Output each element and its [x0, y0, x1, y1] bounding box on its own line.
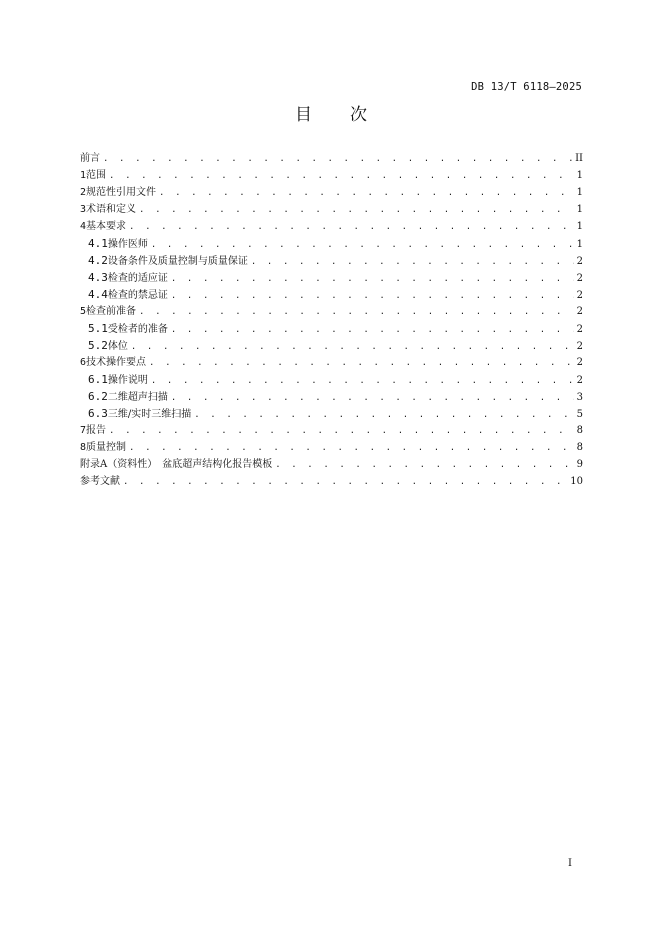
toc-entry-label: 三维/实时三维扫描 — [107, 409, 192, 420]
toc-entry-number: 7 — [80, 425, 87, 436]
dot-leader — [139, 304, 574, 321]
toc-entry-page: 1 — [576, 204, 583, 215]
toc-entry-page: 2 — [576, 357, 583, 368]
toc-entry-page: 3 — [576, 392, 583, 403]
toc-entry[interactable] — [80, 201, 583, 218]
toc-entry-number: 5.2 — [88, 339, 108, 352]
toc-entry[interactable] — [80, 269, 583, 286]
toc-entry-label: 规范性引用文件 — [86, 187, 157, 198]
toc-entry[interactable] — [80, 167, 583, 184]
table-of-contents — [80, 150, 583, 490]
toc-entry-label: 技术操作要点 — [86, 357, 147, 368]
toc-entry-page: 2 — [576, 306, 583, 317]
dot-leader — [251, 254, 574, 271]
dot-leader — [151, 237, 574, 254]
dot-leader — [194, 407, 573, 424]
toc-entry[interactable] — [80, 320, 583, 337]
toc-entry-page: 2 — [576, 290, 583, 301]
toc-entry-page: 1 — [576, 187, 583, 198]
dot-leader — [171, 288, 574, 305]
toc-entry-number: 5.1 — [88, 322, 108, 335]
dot-leader — [171, 390, 574, 407]
toc-entry-label: 操作说明 — [107, 375, 148, 386]
toc-entry-label: 二维超声扫描 — [107, 392, 168, 403]
toc-entry[interactable] — [80, 371, 583, 388]
toc-entry-page: 9 — [576, 459, 583, 470]
dot-leader — [129, 219, 574, 236]
toc-entry-number: 4.1 — [88, 237, 108, 250]
toc-entry-label: 受检者的准备 — [107, 324, 168, 335]
toc-entry-page: 10 — [570, 476, 583, 487]
toc-entry-label: 设备条件及质量控制与质量保证 — [107, 256, 248, 267]
toc-entry-label: 体位 — [107, 341, 128, 352]
title-part-1: 目 — [295, 105, 312, 125]
toc-entry-number: 6.1 — [88, 373, 108, 386]
title-part-2: 次 — [350, 105, 367, 125]
toc-entry-label: 范围 — [86, 170, 107, 181]
toc-entry-number: 6 — [80, 357, 87, 368]
toc-entry-number: 3 — [80, 204, 87, 215]
toc-entry-number: 4.2 — [88, 254, 108, 267]
document-code: DB 13/T 6118—2025 — [471, 81, 582, 93]
toc-entry-number: 4.3 — [88, 271, 108, 284]
toc-entry-page: 8 — [576, 442, 583, 453]
toc-entry-label: 质量控制 — [86, 442, 127, 453]
toc-entry[interactable] — [80, 303, 583, 320]
dot-leader — [171, 271, 574, 288]
dot-leader — [109, 168, 574, 185]
toc-entry-label: 报告 — [86, 425, 107, 436]
toc-entry[interactable] — [80, 405, 583, 422]
toc-entry-number: 8 — [80, 442, 87, 453]
toc-entry-page: 8 — [576, 425, 583, 436]
toc-entry[interactable] — [80, 235, 583, 252]
toc-entry-number: 2 — [80, 187, 87, 198]
toc-entry-label: 操作医师 — [107, 239, 148, 250]
toc-entry-number: 6.2 — [88, 390, 108, 403]
toc-entry-page: 2 — [576, 256, 583, 267]
dot-leader — [171, 322, 574, 339]
dot-leader — [149, 355, 574, 372]
toc-entry[interactable] — [80, 218, 583, 235]
toc-entry[interactable] — [80, 388, 583, 405]
toc-entry-number: 5 — [80, 306, 87, 317]
toc-entry[interactable] — [80, 286, 583, 303]
dot-leader — [151, 373, 574, 390]
toc-entry[interactable] — [80, 354, 583, 371]
toc-entry-page: 2 — [576, 324, 583, 335]
toc-entry-label: 检查的适应证 — [107, 273, 168, 284]
toc-entry-page: 1 — [576, 239, 583, 250]
toc-entry-label: 术语和定义 — [86, 204, 137, 215]
toc-entry[interactable] — [80, 150, 583, 167]
dot-leader — [103, 151, 572, 168]
page-number: I — [568, 858, 572, 869]
toc-entry-page: 2 — [576, 341, 583, 352]
toc-entry[interactable] — [80, 456, 583, 473]
toc-entry[interactable] — [80, 337, 583, 354]
dot-leader — [109, 423, 574, 440]
toc-entry-page: II — [575, 153, 583, 164]
dot-leader — [129, 440, 574, 457]
toc-entry-page: 5 — [576, 409, 583, 420]
toc-entry-label: 参考文献 — [80, 476, 120, 487]
toc-entry-label: 检查的禁忌证 — [107, 290, 168, 301]
toc-entry-number: 6.3 — [88, 407, 108, 420]
page-title — [0, 100, 662, 125]
toc-entry-label: 附录A（资料性） 盆底超声结构化报告模板 — [80, 459, 273, 470]
toc-entry-page: 1 — [576, 221, 583, 232]
toc-entry-label: 检查前准备 — [86, 306, 137, 317]
dot-leader — [275, 457, 573, 474]
toc-entry-number: 1 — [80, 170, 87, 181]
toc-entry[interactable] — [80, 252, 583, 269]
toc-entry-label: 前言 — [80, 153, 100, 164]
toc-entry-page: 2 — [576, 273, 583, 284]
dot-leader — [139, 202, 574, 219]
toc-entry-page: 2 — [576, 375, 583, 386]
toc-entry-label: 基本要求 — [86, 221, 127, 232]
toc-entry[interactable] — [80, 184, 583, 201]
toc-entry[interactable] — [80, 422, 583, 439]
toc-entry-number: 4 — [80, 221, 87, 232]
dot-leader — [131, 339, 574, 356]
toc-entry[interactable] — [80, 473, 583, 490]
dot-leader — [123, 474, 567, 491]
toc-entry[interactable] — [80, 439, 583, 456]
toc-entry-number: 4.4 — [88, 288, 108, 301]
dot-leader — [159, 185, 574, 202]
toc-entry-page: 1 — [576, 170, 583, 181]
